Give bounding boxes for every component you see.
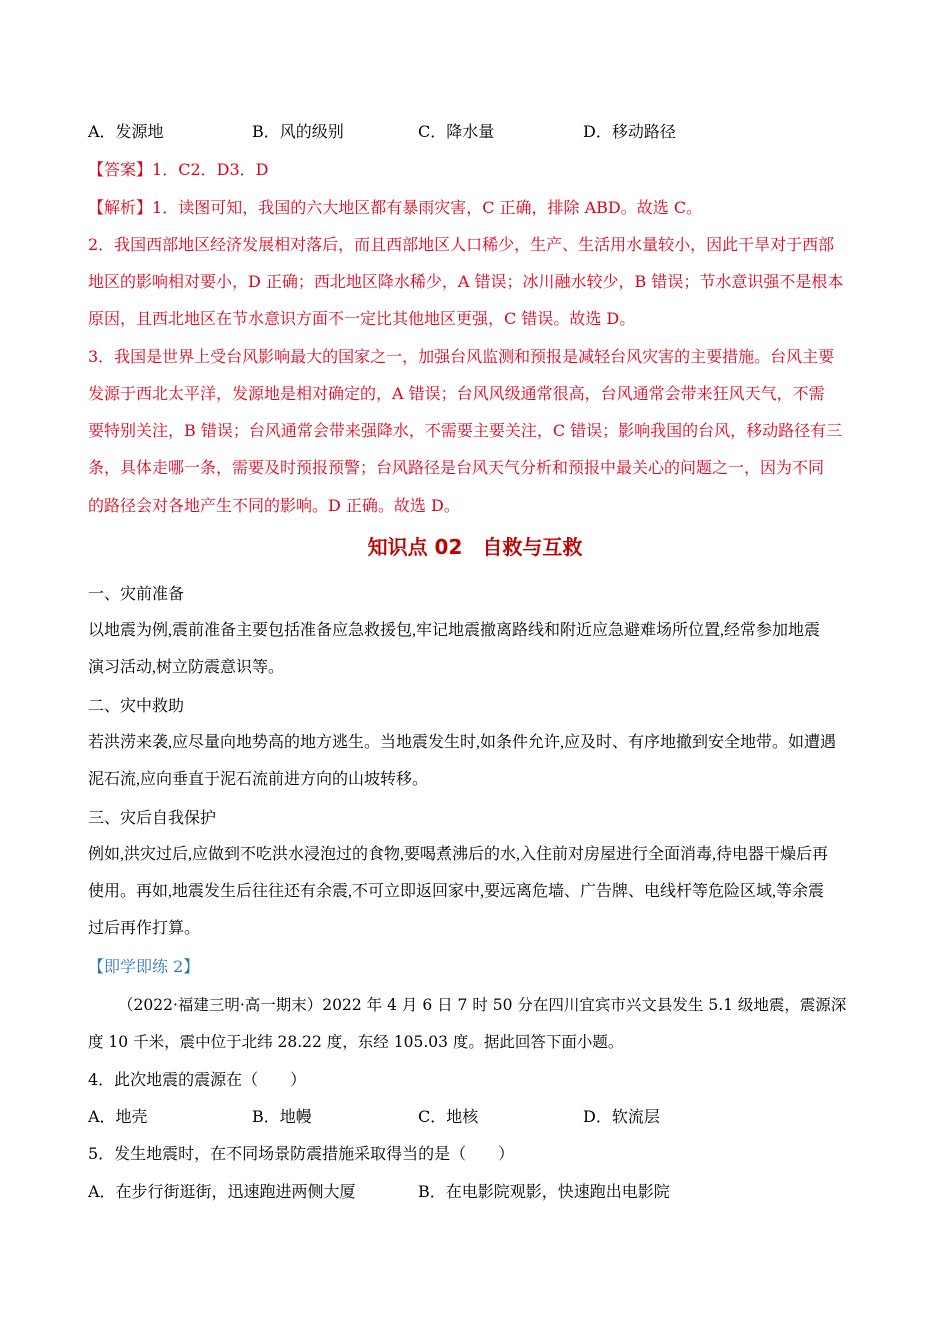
s2-line-2: 泥石流,应向垂直于泥石流前进方向的山坡转移。: [88, 771, 429, 788]
analysis-line-3: 地区的影响相对要小，D 正确；西北地区降水稀少，A 错误；冰川融水较少，B 错误；节水意识强不是根本: [88, 272, 844, 291]
answer-text: 1．C2．D3．D: [152, 160, 269, 179]
s1-line-1: 以地震为例,震前准备主要包括准备应急救援包,牢记地震撤离路线和附近应急避难场所位置,经常参加地震: [88, 622, 821, 639]
s1-line-2: 演习活动,树立防震意识等。: [88, 659, 285, 676]
analysis-tag: 【解析】: [88, 198, 153, 217]
analysis-line-1: [88, 196, 702, 220]
s3-line-2: 使用。再如,地震发生后往往还有余震,不可立即返回家中,要远离危墙、广告牌、电线杆等危险区域,等余震: [88, 883, 825, 900]
q5-option-b: B．在电影院观影，快速跑出电影院: [418, 1182, 670, 1201]
answer-tag: 【答案】: [88, 160, 153, 179]
analysis-line-8: 条，具体走哪一条，需要及时预报预警；台风路径是台风天气分析和预报中最关心的问题之一，因为不同: [88, 458, 825, 477]
analysis-text: 1．读图可知，我国的六大地区都有暴雨灾害，C 正确，排除 ABD。故选 C。: [152, 198, 703, 217]
analysis-line-5: 3．我国是世界上受台风影响最大的国家之一，加强台风监测和预报是减轻台风灾害的主要措施。台风主要: [88, 347, 835, 366]
q3-option-a: A．发源地: [88, 122, 164, 141]
answer-line: [88, 158, 268, 182]
s3-line-3: 过后再作打算。: [88, 920, 201, 937]
analysis-line-6: 发源于西北太平洋，发源地是相对确定的，A 错误；台风风级通常很高，台风通常会带来狂风天气，不需: [88, 384, 825, 403]
q3-option-b: B．风的级别: [252, 122, 344, 141]
analysis-line-7: 要特别关注，B 错误；台风通常会带来强降水，不需要主要关注，C 错误；影响我国的台风，移动路径有三: [88, 421, 843, 440]
analysis-line-4: 原因，且西北地区在节水意识方面不一定比其他地区更强，C 错误。故选 D。: [88, 309, 636, 328]
section-heading: 知识点 02 自救与互救: [367, 535, 583, 559]
s1-title: 一、灾前准备: [88, 584, 185, 603]
q4-option-b: B．地幔: [252, 1107, 312, 1126]
q4-option-c: C．地核: [418, 1107, 479, 1126]
q4-text: 4．此次地震的震源在（ ）: [88, 1070, 307, 1089]
q4-option-d: D．软流层: [583, 1107, 660, 1126]
q3-option-c: C．降水量: [418, 122, 495, 141]
q5-option-a: A．在步行街逛街，迅速跑进两侧大厦: [88, 1182, 356, 1201]
practice-tag: 【即学即练 2】: [88, 957, 200, 976]
s3-title: 三、灾后自我保护: [88, 808, 217, 827]
q3-option-d: D．移动路径: [583, 122, 676, 141]
q5-text: 5．发生地震时，在不同场景防震措施采取得当的是（ ）: [88, 1144, 515, 1163]
q4-option-a: A．地壳: [88, 1107, 148, 1126]
analysis-line-9: 的路径会对各地产生不同的影响。D 正确。故选 D。: [88, 496, 460, 515]
s3-line-1: 例如,洪灾过后,应做到不吃洪水浸泡过的食物,要喝煮沸后的水,入住前对房屋进行全面消毒,待电器干燥后再: [88, 846, 829, 863]
stem-line-2: 度 10 千米，震中位于北纬 28.22 度，东经 105.03 度。据此回答下面小题。: [88, 1033, 624, 1051]
s2-title: 二、灾中救助: [88, 696, 185, 715]
stem-line-1: （2022·福建三明·高一期末）2022 年 4 月 6 日 7 时 50 分在四川宜宾市兴文县发生 5.1 级地震，震源深: [118, 996, 847, 1014]
analysis-line-2: 2．我国西部地区经济发展相对落后，而且西部地区人口稀少，生产、生活用水量较小，因此干旱对于西部: [88, 235, 835, 254]
s2-line-1: 若洪涝来袭,应尽量向地势高的地方逃生。当地震发生时,如条件允许,应及时、有序地撤到安全地带。如遭遇: [88, 734, 837, 751]
